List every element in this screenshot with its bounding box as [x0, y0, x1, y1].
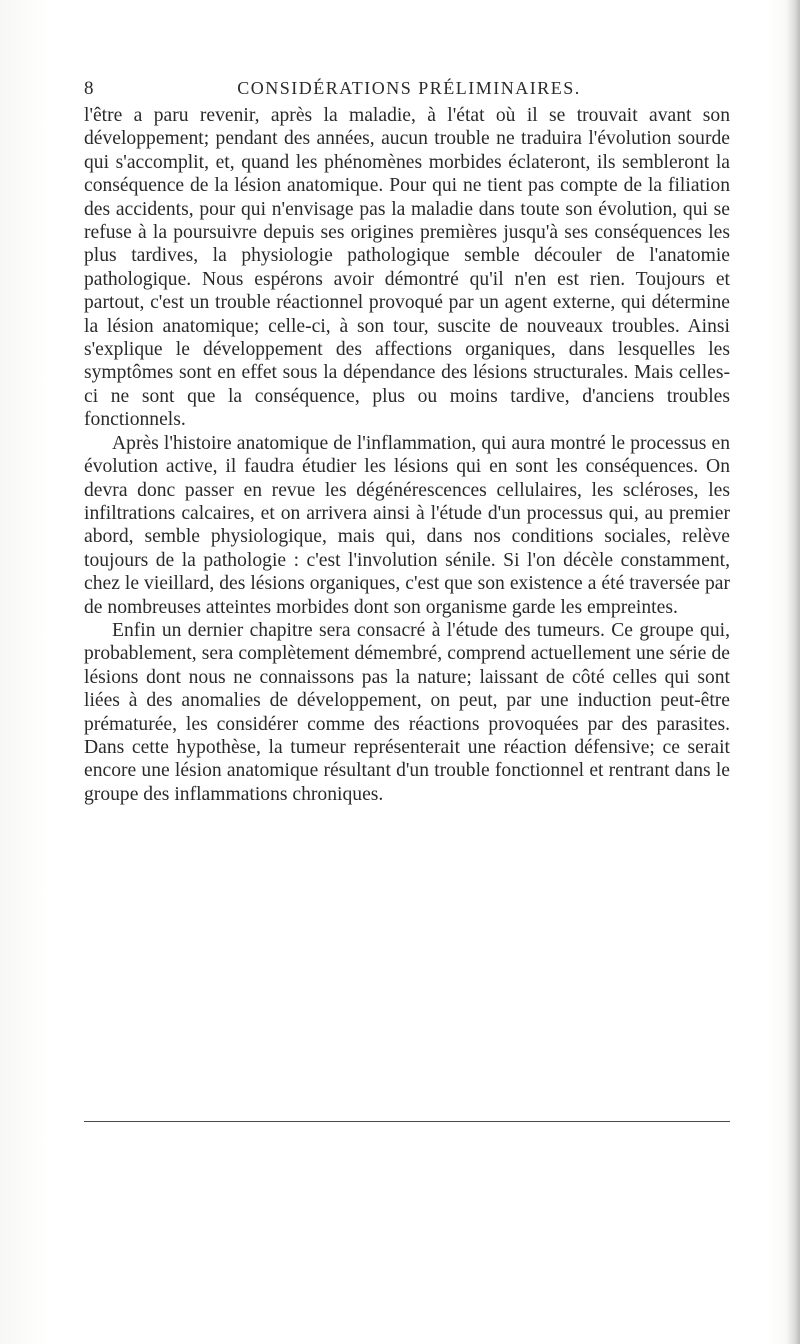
running-title: CONSIDÉRATIONS PRÉLIMINAIRES.: [237, 78, 581, 98]
paragraph-1: l'être a paru revenir, après la maladie, à l'état où il se trouvait avant son développement; pendant des années, aucun trouble ne traduira l'évolution sourde qui s'accomplit, et, quand les phénomènes morbides éclateront, ils sembleront la conséquence de la lésion anatomique. Pour qui ne tient pas compte de la filiation des accidents, pour qui n'envisage pas la maladie dans toute son évolution, qui se refuse à la poursuivre depuis ses origines premières jusqu'à ses conséquences les plus tardives, la physiologie pathologique semble découler de l'anatomie pathologique. Nous espérons avoir démontré qu'il n'en est rien. Toujours et partout, c'est un trouble réactionnel provoqué par un agent externe, qui détermine la lésion anatomique; celle-ci, à son tour, suscite de nouveaux troubles. Ainsi s'explique le développement des affections organiques, dans lesquelles les symptômes sont en effet sous la dépendance des lésions structurales. Mais celles-ci ne sont que la conséquence, plus ou moins tardive, d'anciens troubles fonctionnels.: [84, 105, 730, 431]
paragraph-2: Après l'histoire anatomique de l'inflammation, qui aura montré le processus en évolution active, il faudra étudier les lésions qui en sont les conséquences. On devra donc passer en revue les dégénérescences cellulaires, les scléroses, les infiltrations calcaires, et on arrivera ainsi à l'étude d'un processus qui, au premier abord, semble physiologique, mais qui, dans nos conditions sociales, relève toujours de la pathologie : c'est l'involution sénile. Si l'on décèle constamment, chez le vieillard, des lésions organiques, c'est que son existence a été traversée par de nombreuses atteintes morbides dont son organisme garde les empreintes.: [84, 432, 730, 618]
bottom-rule: [84, 1121, 730, 1122]
page-edge-shadow: [786, 0, 800, 1344]
page-number: 8: [84, 78, 94, 99]
paragraph-3: Enfin un dernier chapitre sera consacré à l'étude des tumeurs. Ce groupe qui, probablement, sera complètement démembré, comprend actuellement une série de lésions dont nous ne connaissons pas la nature; laissant de côté celles qui sont liées à des anomalies de développement, on peut, par une induction peut-être prématurée, les considérer comme des réactions provoquées par des parasites. Dans cette hypothèse, la tumeur représenterait une réaction défensive; ce serait encore une lésion anatomique résultant d'un trouble fonctionnel et rentrant dans le groupe des inflammations chroniques.: [84, 619, 730, 805]
page-header: [84, 78, 734, 104]
body-text: [84, 104, 730, 806]
